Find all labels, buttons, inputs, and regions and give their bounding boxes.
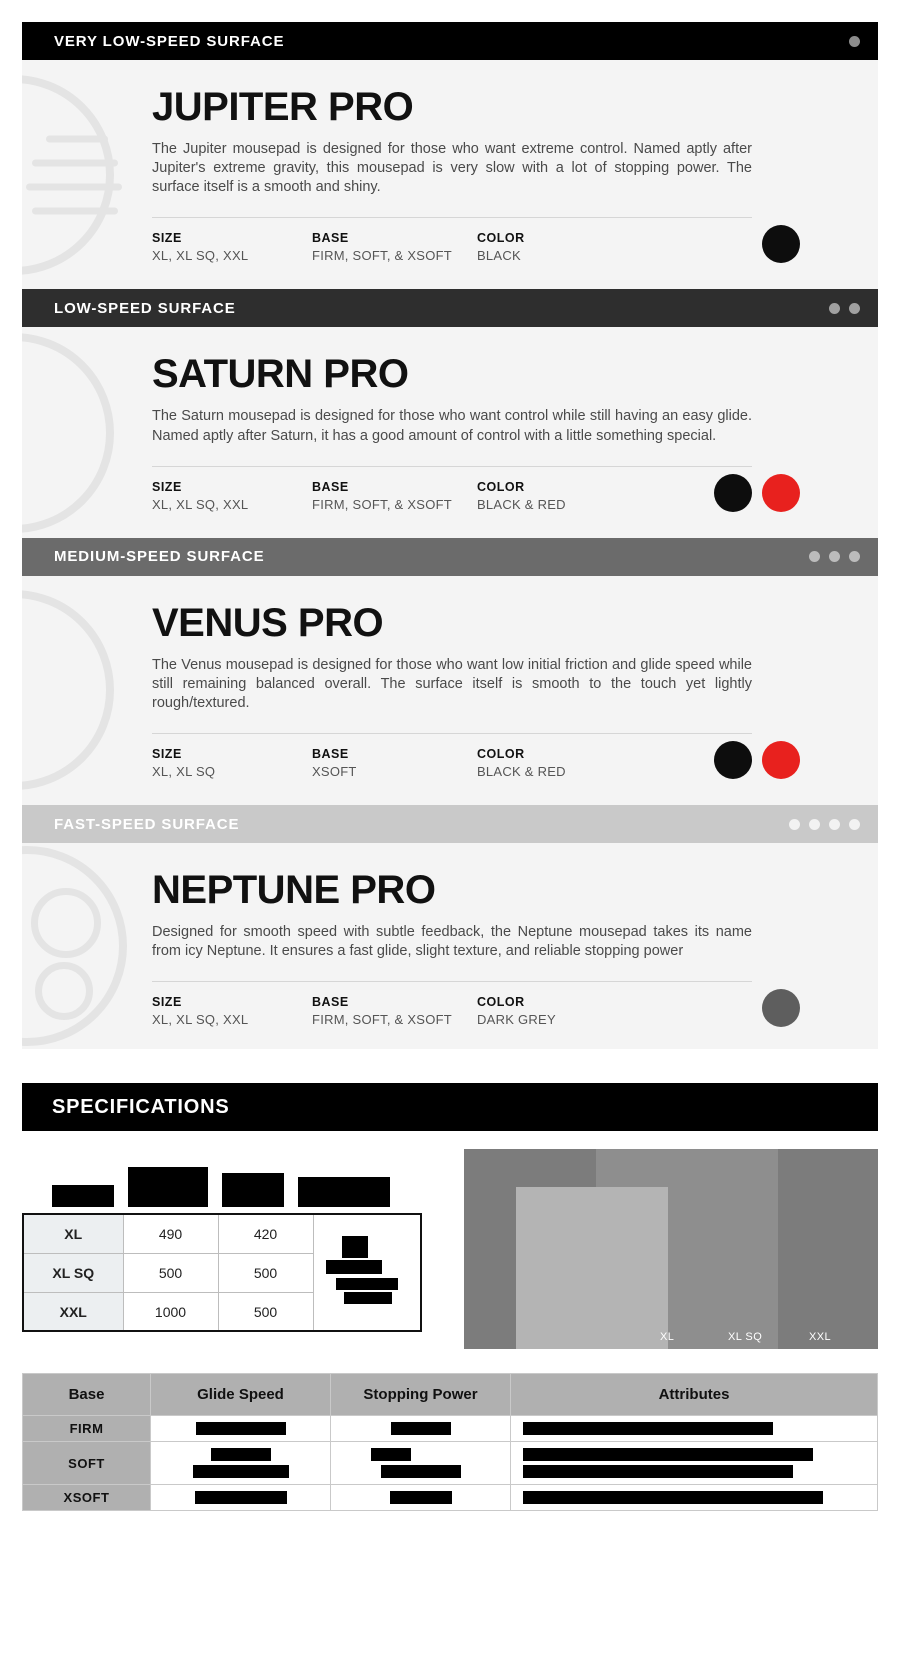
spec-size bbox=[152, 995, 312, 1027]
spec-size-value: XL, XL SQ bbox=[152, 764, 216, 779]
color-swatches bbox=[762, 225, 800, 263]
specifications-header bbox=[22, 1083, 878, 1131]
size-table bbox=[22, 1213, 422, 1332]
decorative-ring-icon bbox=[22, 590, 114, 790]
redacted-diagram bbox=[22, 1149, 442, 1207]
speed-dots bbox=[809, 551, 860, 562]
col-attributes: Attributes bbox=[511, 1374, 878, 1416]
glide-speed-xsoft bbox=[151, 1485, 331, 1511]
size-rect-xl bbox=[516, 1187, 668, 1349]
speed-dot bbox=[829, 551, 840, 562]
spec-color-label: COLOR bbox=[477, 479, 525, 494]
divider bbox=[152, 981, 752, 982]
product-specs bbox=[152, 231, 752, 263]
product-description: The Venus mousepad is designed for those who want low initial friction and glide speed while still remaining balanced overall. The surface itself is smooth to the touch yet lightly rough/textured. bbox=[152, 656, 752, 711]
speed-dot bbox=[849, 36, 860, 47]
spec-size-value: XL, XL SQ, XXL bbox=[152, 496, 249, 512]
color-swatch bbox=[762, 474, 800, 512]
spec-size-label: SIZE bbox=[152, 231, 182, 246]
product-stack bbox=[22, 22, 878, 1049]
attributes-xsoft bbox=[511, 1485, 878, 1511]
spec-color bbox=[477, 480, 647, 512]
spec-base-value: FIRM, SOFT, & XSOFT bbox=[312, 248, 452, 264]
product-title: NEPTUNE PRO bbox=[152, 868, 436, 912]
decorative-lines-icon bbox=[22, 135, 132, 214]
product-title: SATURN PRO bbox=[152, 352, 409, 397]
size-name: XL bbox=[23, 1214, 123, 1253]
product-description: Designed for smooth speed with subtle feedback, the Neptune mousepad takes its name from icy Neptune. It ensures a fast glide, slight texture, and reliable stopping power bbox=[152, 924, 752, 960]
attributes-soft bbox=[511, 1442, 878, 1485]
surface-band-very-low-speed bbox=[22, 22, 878, 60]
spec-base-value: XSOFT bbox=[312, 764, 357, 779]
size-height: 500 bbox=[218, 1253, 313, 1292]
size-shape-illustration bbox=[313, 1214, 421, 1331]
speed-dot bbox=[829, 303, 840, 314]
color-swatch bbox=[762, 989, 800, 1027]
color-swatch bbox=[762, 741, 800, 779]
speed-dot bbox=[849, 303, 860, 314]
base-firm-label: FIRM bbox=[23, 1416, 151, 1442]
base-xsoft-label: XSOFT bbox=[23, 1485, 151, 1511]
speed-dots bbox=[849, 36, 860, 47]
speed-dot bbox=[809, 551, 820, 562]
spec-base-label: BASE bbox=[312, 995, 349, 1010]
base-soft-label: SOFT bbox=[23, 1442, 151, 1485]
spec-base-value: FIRM, SOFT, & XSOFT bbox=[312, 1012, 452, 1028]
size-height: 500 bbox=[218, 1292, 313, 1331]
decorative-ring-icon bbox=[22, 75, 114, 275]
table-row bbox=[23, 1416, 878, 1442]
glide-speed-soft bbox=[151, 1442, 331, 1485]
spec-size bbox=[152, 480, 312, 512]
product-description: The Saturn mousepad is designed for those who want control while still having an easy glide. Named aptly after Saturn, it has a good amount of control with a little something special. bbox=[152, 408, 752, 444]
size-comparison-panel bbox=[464, 1149, 878, 1349]
product-card-neptune-pro bbox=[22, 843, 878, 1049]
band-title: LOW-SPEED SURFACE bbox=[54, 299, 236, 317]
spec-base bbox=[312, 480, 477, 512]
spec-color-value: BLACK & RED bbox=[477, 496, 566, 512]
decorative-ring-icon bbox=[22, 333, 114, 533]
col-base: Base bbox=[23, 1374, 151, 1416]
speed-dot bbox=[789, 819, 800, 830]
spec-color-value: BLACK & RED bbox=[477, 764, 566, 779]
col-glide-speed: Glide Speed bbox=[151, 1374, 331, 1416]
size-width: 1000 bbox=[123, 1292, 218, 1331]
spec-color-value: BLACK bbox=[477, 248, 521, 264]
spec-color bbox=[477, 231, 647, 263]
size-visual-label-xlsq: XL SQ bbox=[728, 1331, 763, 1344]
spec-size-label: SIZE bbox=[152, 479, 182, 494]
base-attributes-table bbox=[22, 1373, 878, 1511]
size-height: 420 bbox=[218, 1214, 313, 1253]
table-row bbox=[23, 1214, 421, 1253]
spec-size-label: SIZE bbox=[152, 747, 182, 761]
spec-base bbox=[312, 747, 477, 779]
stopping-power-xsoft bbox=[331, 1485, 511, 1511]
size-visual-label-xxl: XXL bbox=[809, 1331, 832, 1344]
product-card-jupiter-pro bbox=[22, 60, 878, 289]
surface-band-fast-speed bbox=[22, 805, 878, 843]
band-title: MEDIUM-SPEED SURFACE bbox=[54, 548, 265, 566]
band-title: VERY LOW-SPEED SURFACE bbox=[54, 32, 285, 50]
spec-base-value: FIRM, SOFT, & XSOFT bbox=[312, 496, 452, 512]
size-name: XXL bbox=[23, 1292, 123, 1331]
spec-base-label: BASE bbox=[312, 747, 349, 761]
spec-color-label: COLOR bbox=[477, 231, 525, 246]
product-title: VENUS PRO bbox=[152, 600, 384, 645]
product-description: The Jupiter mousepad is designed for those who want extreme control. Named aptly after Jupiter's extreme gravity, this mousepad is very slow with a lot of stopping power. The surface itself is a smooth and shiny. bbox=[152, 141, 752, 196]
color-swatch bbox=[714, 741, 752, 779]
product-specs bbox=[152, 747, 752, 779]
col-stopping-power: Stopping Power bbox=[331, 1374, 511, 1416]
spec-base-label: BASE bbox=[312, 231, 349, 246]
size-comparison-graphic bbox=[464, 1149, 878, 1349]
band-title: FAST-SPEED SURFACE bbox=[54, 815, 240, 833]
speed-dot bbox=[809, 819, 820, 830]
size-visual-label-xl: XL bbox=[660, 1331, 675, 1344]
color-swatches bbox=[714, 474, 800, 512]
surface-band-low-speed bbox=[22, 289, 878, 327]
divider bbox=[152, 466, 752, 467]
stopping-power-soft bbox=[331, 1442, 511, 1485]
spec-color bbox=[477, 995, 647, 1027]
stopping-power-firm bbox=[331, 1416, 511, 1442]
footer-spacer bbox=[22, 1511, 878, 1531]
spec-base-label: BASE bbox=[312, 479, 349, 494]
table-row bbox=[23, 1442, 878, 1485]
size-width: 500 bbox=[123, 1253, 218, 1292]
table-header-row bbox=[23, 1374, 878, 1416]
color-swatches bbox=[762, 989, 800, 1027]
color-swatch bbox=[714, 474, 752, 512]
divider bbox=[152, 217, 752, 218]
speed-dot bbox=[849, 551, 860, 562]
divider bbox=[152, 733, 752, 734]
spec-color-label: COLOR bbox=[477, 995, 525, 1010]
speed-dot bbox=[849, 819, 860, 830]
spec-size bbox=[152, 747, 312, 779]
product-specs bbox=[152, 480, 752, 512]
speed-dots bbox=[789, 819, 860, 830]
surface-band-medium-speed bbox=[22, 538, 878, 576]
spec-base bbox=[312, 995, 477, 1027]
spec-color-label: COLOR bbox=[477, 747, 525, 761]
speed-dots bbox=[829, 303, 860, 314]
product-card-saturn-pro bbox=[22, 327, 878, 537]
spec-color-value: DARK GREY bbox=[477, 1012, 556, 1028]
decorative-swirl-icon bbox=[22, 846, 127, 1046]
size-width: 490 bbox=[123, 1214, 218, 1253]
product-card-venus-pro bbox=[22, 576, 878, 805]
spec-size bbox=[152, 231, 312, 263]
glide-speed-firm bbox=[151, 1416, 331, 1442]
speed-dot bbox=[829, 819, 840, 830]
spec-color bbox=[477, 747, 647, 779]
spec-size-value: XL, XL SQ, XXL bbox=[152, 248, 249, 264]
specifications-title: SPECIFICATIONS bbox=[52, 1095, 230, 1118]
spec-size-label: SIZE bbox=[152, 995, 182, 1010]
table-row bbox=[23, 1485, 878, 1511]
spec-size-value: XL, XL SQ, XXL bbox=[152, 1012, 249, 1028]
specifications-body bbox=[22, 1149, 878, 1349]
size-table-panel bbox=[22, 1149, 442, 1349]
product-specs bbox=[152, 995, 752, 1027]
product-title: JUPITER PRO bbox=[152, 85, 414, 129]
attributes-firm bbox=[511, 1416, 878, 1442]
color-swatch bbox=[762, 225, 800, 263]
size-name: XL SQ bbox=[23, 1253, 123, 1292]
spec-base bbox=[312, 231, 477, 263]
color-swatches bbox=[714, 741, 800, 779]
